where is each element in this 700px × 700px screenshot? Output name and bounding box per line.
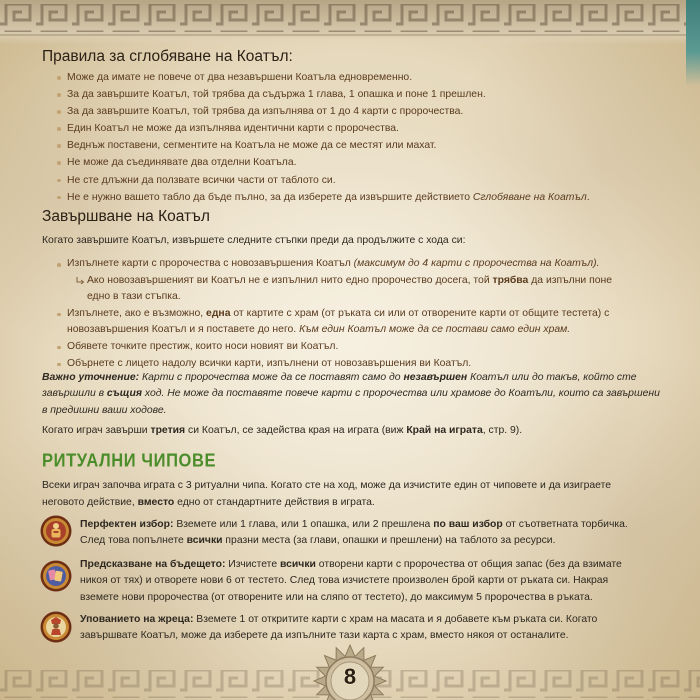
- chip-text: от съответната торбичка.: [502, 519, 628, 530]
- intro-text-bold: вместо: [137, 496, 175, 508]
- endgame-paragraph: [42, 423, 522, 439]
- step-text-italic: Към един Коатъл може да се постави само един храм.: [299, 324, 571, 336]
- note-text: ход. Не може да поставяте повече карти с пророчества или храмове до Коатъли, които са завършени: [141, 388, 660, 400]
- step-text: Изпълнете, ако е възможно,: [67, 307, 207, 319]
- step-text: Изпълнете карти с пророчества с новозавършения Коатъл: [67, 258, 354, 269]
- chip-perfect-choice: [80, 517, 628, 550]
- completion-intro: Когато завършите Коатъл, извършете следните стъпки преди да продължите с хода си:: [42, 235, 466, 246]
- rule-text: За да завършите Коатъл, той трябва да изпълнява от 1 до 4 карти с пророчества.: [67, 106, 464, 118]
- step-text: новозавършения Коатъл и я поставете до него.: [67, 324, 300, 336]
- rule-text: Не е нужно вашето табло да бъде пълно, за да изберете да извършите действието: [67, 191, 473, 203]
- page-number: 8: [343, 664, 357, 689]
- bullet-icon: [57, 346, 61, 350]
- list-item-continuation: [55, 322, 612, 339]
- note-text-bold: същия: [106, 388, 142, 400]
- chip-line: [80, 557, 622, 573]
- chip-name: Предсказване на бъдещето:: [80, 559, 226, 570]
- bullet-icon: [57, 363, 61, 367]
- chip-text-bold: всички: [280, 559, 316, 570]
- chip-line: [80, 533, 628, 549]
- intro-text: едно от стандартните действия в играта.: [174, 496, 375, 508]
- ritual-chips-heading: РИТУАЛНИ ЧИПОВЕ: [42, 450, 217, 472]
- step-text-bold: една: [206, 307, 231, 319]
- list-item: [55, 86, 590, 103]
- list-item: [55, 103, 590, 120]
- chip-name: Упованието на жреца:: [80, 614, 194, 625]
- step-text-italic: (максимум до 4 карти с пророчества на Коатъл).: [353, 258, 600, 269]
- note-text: Коатъл или до такъв, който сте: [467, 372, 637, 383]
- chip-prophecy: [80, 557, 622, 606]
- list-item: [55, 306, 612, 323]
- intro-text: неговото действие,: [42, 496, 138, 508]
- list-item: [55, 120, 590, 137]
- step-text: едно в тази стъпка.: [87, 291, 181, 303]
- ritual-chips-intro: [42, 478, 611, 511]
- step-text-bold: трябва: [492, 274, 529, 286]
- rule-text: Не може да съединявате два отделни Коатъла.: [67, 157, 297, 169]
- intro-line: [42, 495, 611, 512]
- chip-line: вземете нови пророчества (от отворените или на сляпо от тестето), до максимум 5 пророчества в ръката.: [80, 591, 593, 603]
- important-note: [42, 370, 660, 419]
- chip-line: [80, 517, 628, 533]
- endgame-text: , стр. 9).: [482, 425, 523, 436]
- rule-text: Не сте длъжни да ползвате всички части от таблото си.: [67, 174, 336, 186]
- chip-line: никоя от тях) и отворете нови 6 от тестето. След това изчистете произволен брой карти от ръката си. Накрая: [80, 575, 609, 587]
- list-item: [55, 172, 590, 189]
- rule-text: За да завършите Коатъл, той трябва да съдържа 1 глава, 1 опашка и поне 1 прешлен.: [67, 89, 486, 101]
- return-arrow-icon: [75, 276, 85, 286]
- step-text: Обявете точките престиж, които носи новият ви Коатъл.: [67, 340, 339, 352]
- bullet-icon: [57, 179, 61, 183]
- sun-emblem: [292, 641, 408, 700]
- note-text: завършили в: [42, 388, 107, 400]
- step-text: Ако новозавършеният ви Коатъл не е изпълнил нито едно пророчество досега, той: [87, 274, 493, 286]
- right-edge-strip: [686, 0, 700, 86]
- list-item: [55, 339, 612, 356]
- rule-text: .: [586, 191, 590, 203]
- endgame-reference: Край на играта: [406, 425, 483, 436]
- rule-text: Един Коатъл не може да изпълнява идентични карти с пророчества.: [67, 123, 399, 135]
- chip-text: Вземете 1 от откритите карти с храм на масата и я добавете към ръката си. Когато: [193, 614, 598, 625]
- rule-text: Веднъж поставени, сегментите на Коатъла не може да се местят или махат.: [67, 140, 437, 152]
- bullet-icon: [57, 144, 61, 148]
- chip-text: Вземете или 1 глава, или 1 опашка, или 2 прешлена: [173, 519, 434, 530]
- chip-line: [80, 612, 597, 628]
- bullet-icon: [57, 161, 61, 165]
- step-text: Обърнете с лицето надолу всички карти, изпълнени от новозавършения ви Коатъл.: [67, 357, 472, 369]
- note-text-bold: незавършен: [403, 372, 468, 383]
- bullet-icon: [57, 263, 61, 267]
- bullet-icon: [57, 93, 61, 97]
- bullet-icon: [57, 313, 61, 317]
- step-text: от картите с храм (от ръката си или от отворените карти от общите тестета) с: [230, 307, 610, 319]
- note-line: [42, 403, 660, 419]
- completion-heading: Завършване на Коатъл: [42, 208, 210, 225]
- step-text: да изпълни поне: [528, 274, 613, 286]
- chip-text: отворени карти с пророчества от общия запас (без да взимате: [315, 559, 622, 570]
- note-line: [42, 370, 660, 386]
- rule-text: Може да имате не повече от два незавършени Коатъла едновременно.: [67, 72, 413, 83]
- prophecy-chip-icon: [40, 560, 72, 592]
- top-decorative-border: [0, 0, 700, 44]
- chip-text: празни места (за глави, опашки и прешлени) на таблото за ресурси.: [222, 535, 556, 547]
- completion-steps-list: [55, 256, 612, 372]
- perfect-choice-chip-icon: [40, 515, 72, 547]
- bullet-icon: [57, 196, 61, 200]
- list-item: [55, 69, 590, 86]
- action-name: Сглобяване на Коатъл: [472, 191, 587, 203]
- sub-list-item-continuation: [55, 289, 612, 306]
- chip-text-bold: всички: [186, 535, 223, 547]
- list-item: [55, 137, 590, 154]
- note-text: в предишни ваши ходове.: [42, 404, 167, 416]
- list-item: [55, 189, 590, 206]
- sub-list-item: [55, 273, 612, 290]
- endgame-text-bold: третия: [150, 425, 186, 436]
- chip-text: След това попълнете: [80, 535, 187, 547]
- intro-line: Всеки играч започва играта с 3 ритуални чипа. Когато сте на ход, може да изчистите един от чиповете и да изиграете: [42, 480, 612, 491]
- list-item: [55, 154, 590, 171]
- note-text: Карти с пророчества може да се поставят само до: [139, 372, 404, 383]
- note-label: Важно уточнение:: [42, 372, 140, 383]
- list-item: [55, 256, 612, 273]
- endgame-text: Когато играч завърши: [42, 425, 151, 436]
- endgame-text: си Коатъл, се задейства края на играта (виж: [185, 425, 407, 436]
- priest-chip-icon: [40, 611, 72, 643]
- chip-priest: [80, 612, 597, 645]
- note-line: [42, 386, 660, 402]
- chip-text-bold: по ваш избор: [433, 519, 503, 530]
- bullet-icon: [57, 110, 61, 114]
- assembly-rules-list: [55, 69, 590, 206]
- bullet-icon: [57, 76, 61, 80]
- assembly-rules-heading: Правила за сглобяване на Коатъл:: [42, 48, 293, 65]
- bullet-icon: [57, 127, 61, 131]
- chip-line: завършвате Коатъл, може да изберете да изпълните тази карта с храм, вместо някоя от останалите.: [80, 630, 569, 642]
- chip-name: Перфектен избор:: [80, 519, 174, 530]
- chip-text: Изчистете: [225, 559, 280, 570]
